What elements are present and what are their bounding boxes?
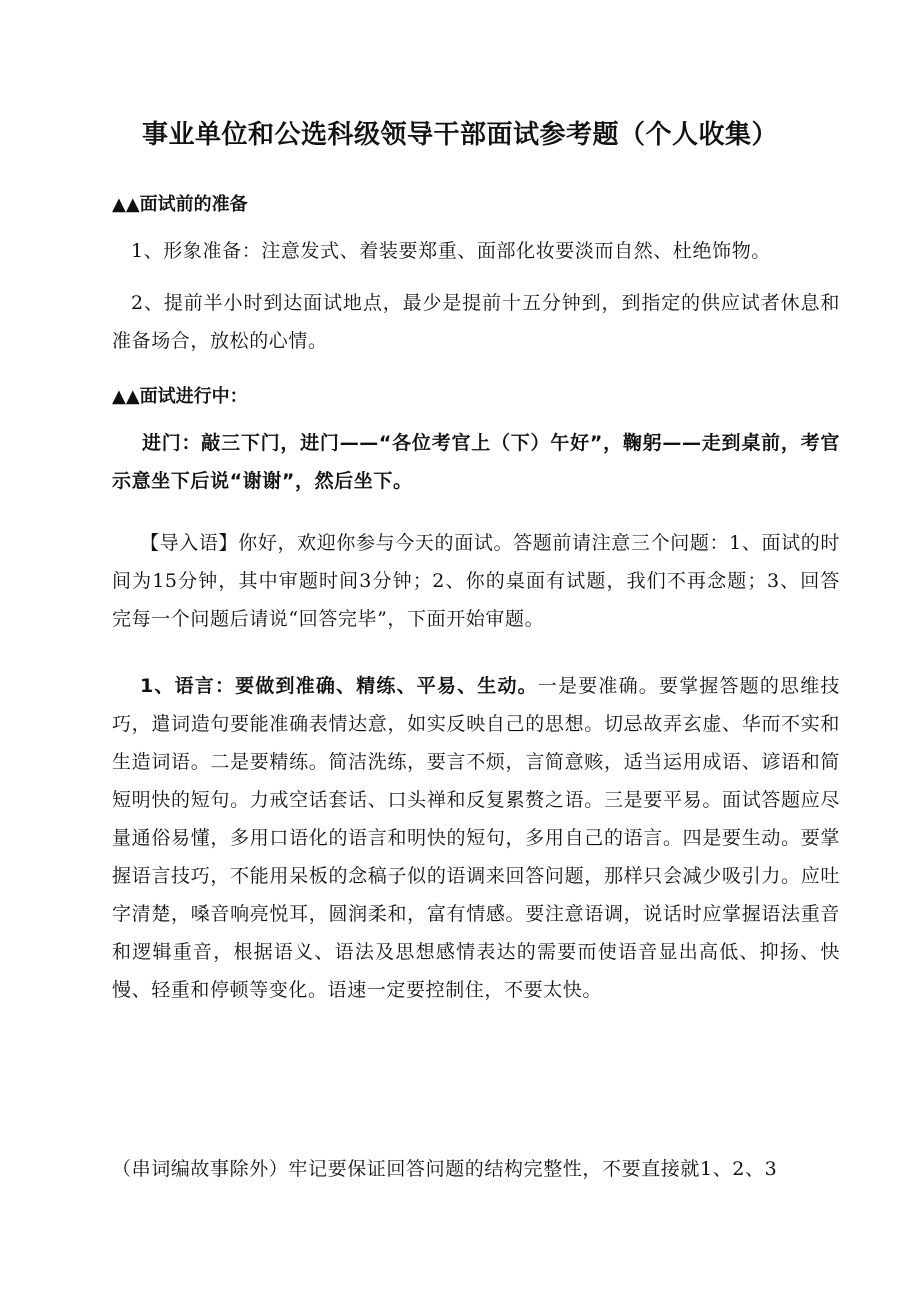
section-heading-preparation: ▲▲面试前的准备 xyxy=(112,194,248,215)
structure-paragraph: （串词编故事除外）牢记要保证回答问题的结构完整性，不要直接就1、2、3 xyxy=(112,1158,778,1180)
section-heading-in-progress: ▲▲面试进行中： xyxy=(112,386,248,407)
prep-item-appearance: 1、形象准备：注意发式、着装要郑重、面部化妆要淡而自然、杜绝饰物。 xyxy=(131,240,771,262)
language-lead: 1、语言：要做到准确、精练、平易、生动。 xyxy=(140,675,538,697)
language-paragraph xyxy=(112,667,840,1009)
page-title: 事业单位和公选科级领导干部面试参考题（个人收集） xyxy=(141,120,778,150)
prep-item-arrival: 2、提前半小时到达面试地点，最少是提前十五分钟到，到指定的供应试者休息和准备场合，放松的心情。 xyxy=(112,292,840,352)
entrance-instructions: 进门：敲三下门，进门——“各位考官上（下）午好”，鞠躬——走到桌前，考官示意坐下后说“谢谢”，然后坐下。 xyxy=(112,432,840,492)
intro-paragraph: 【导入语】你好，欢迎你参与今天的面试。答题前请注意三个问题：1、面试的时间为15分钟，其中审题时间3分钟；2、你的桌面有试题，我们不再念题；3、回答完每一个问题后请说“回答完毕”，下面开始审题。 xyxy=(112,532,840,630)
language-body: 一是要准确。要掌握答题的思维技巧，遣词造句要能准确表情达意，如实反映自己的思想。切忌故弄玄虚、华而不实和生造词语。二是要精练。简洁洗练，要言不烦，言简意赅，适当运用成语、谚语和简短明快的短句。力戒空话套话、口头禅和反复累赘之语。三是要平易。面试答题应尽量通俗易懂，多用口语化的语言和明快的短句，多用自己的语言。四是要生动。要掌握语言技巧，不能用呆板的念稿子似的语调来回答问题，那样只会减少吸引力。应吐字清楚，嗓音响亮悦耳，圆润柔和，富有情感。要注意语调，说话时应掌握语法重音和逻辑重音，根据语义、语法及思想感情表达的需要而使语音显出高低、抑扬、快慢、轻重和停顿等变化。语速一定要控制住，不要太快。 xyxy=(112,675,840,1001)
